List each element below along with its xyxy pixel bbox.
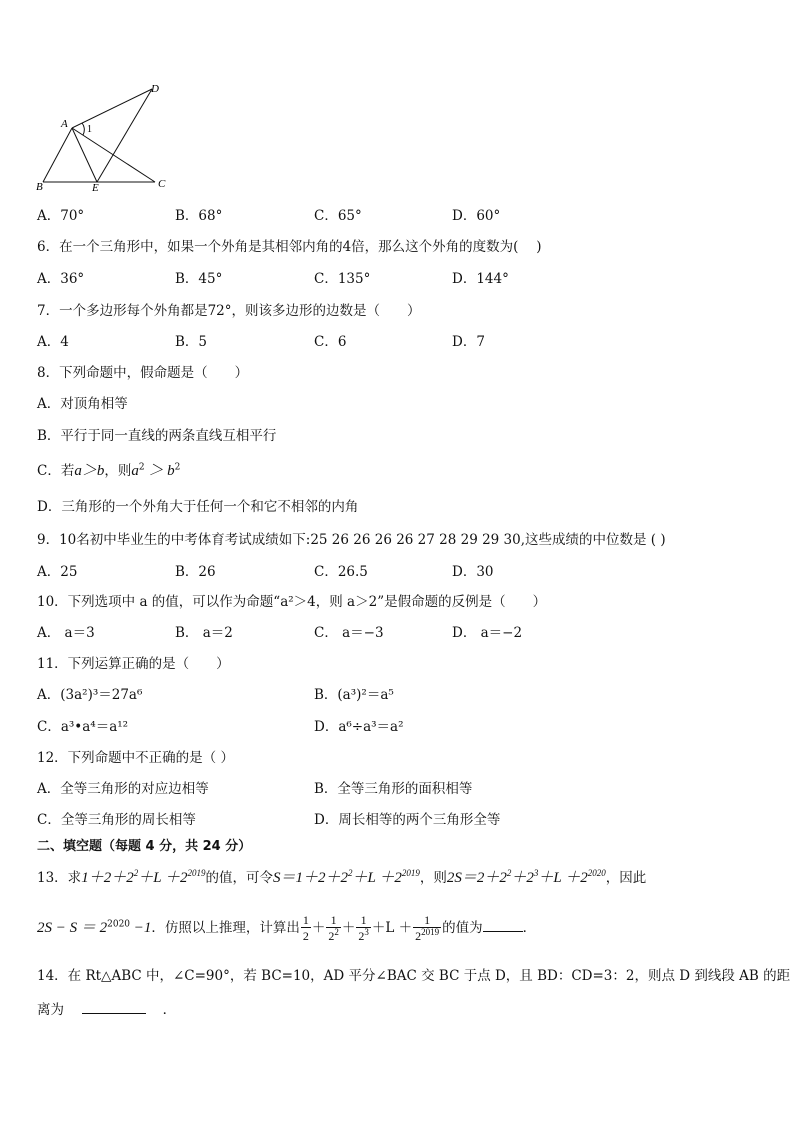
q11-option-b: B．(a³)²＝a⁵ [314, 687, 394, 703]
q8-c-exp-a: 2 [138, 462, 145, 473]
q13-sum2-b: ＋L ＋2 [352, 870, 402, 886]
q13-frac-4-den-exp: 2019 [421, 927, 440, 937]
q13-sum2 [273, 870, 420, 886]
q13-frac-3-den-base: 2 [358, 929, 365, 943]
q6-stem: 6．在一个三角形中，如果一个外角是其相邻内角的4倍，那么这个外角的度数为( ) [37, 239, 542, 255]
label-e: E [92, 182, 99, 194]
q10-option-c: C． a＝−3 [314, 625, 384, 641]
q13-plus-l: ＋L ＋ [371, 920, 413, 936]
label-a: A [61, 118, 68, 130]
q13-sum3-c: ＋L ＋2 [538, 870, 588, 886]
label-d: D [151, 83, 159, 95]
q8-c-exp-b: 2 [174, 462, 181, 473]
q13-line-2 [37, 910, 536, 946]
q13-frac-3-den-exp: 3 [364, 927, 369, 937]
q12-option-b: B．全等三角形的面积相等 [314, 781, 473, 797]
q6-option-b: B．45° [175, 271, 223, 287]
q13-frac-1-num: 1 [302, 913, 309, 927]
q13-answer-blank[interactable] [483, 917, 523, 932]
q9-option-b: B．26 [175, 564, 216, 580]
q14-answer-blank[interactable] [82, 999, 146, 1014]
q8-c-mid: ，则 [104, 463, 132, 479]
q12-stem: 12．下列命题中不正确的是（ ） [37, 750, 234, 766]
q13-sum1-b: ＋L ＋2 [138, 870, 188, 886]
q13-sum3 [447, 870, 606, 886]
label-c: C [158, 178, 166, 190]
q11-option-a: A．(3a²)³＝27a⁶ [37, 687, 143, 703]
q7-option-b: B．5 [175, 334, 208, 350]
q13-frac-3 [356, 913, 371, 944]
q13-l2c: ．仿照以上推理，计算出 [151, 920, 300, 936]
q13-sum1-exp2019: 2019 [187, 868, 206, 878]
q13-frac-4-den [413, 928, 441, 944]
q7-stem: 7．一个多边形每个外角都是72°，则该多边形的边数是（ ） [37, 303, 421, 319]
q12-option-c: C．全等三角形的周长相等 [37, 812, 196, 828]
q5-option-c: C．65° [314, 208, 362, 224]
label-b: B [36, 181, 43, 193]
q9-option-c: C．26.5 [314, 564, 368, 580]
q14-line-2 [37, 999, 176, 1019]
q14-line-1: 14．在 Rt△ABC 中，∠C=90°，若 BC=10，AD 平分∠BAC 交 BC 于点 D，且 BD：CD=3：2，则点 D 到线段 AB 的距 [37, 968, 791, 984]
q13-sum1-exp2: 2 [133, 868, 139, 878]
q13-frac-1-den: 2 [302, 929, 309, 943]
q13-sum1-a: 1＋2＋2 [81, 870, 134, 886]
q7-option-a: A．4 [37, 334, 69, 350]
q8-c-gt: ＞ [144, 463, 168, 479]
q13-sum2-exp2: 2 [348, 868, 353, 878]
q10-stem: 10．下列选项中 a 的值，可以作为命题“a²＞4，则 a＞2”是假命题的反例是（ ） [37, 594, 547, 610]
q13-sum3-exp2: 2 [506, 868, 512, 878]
q13-l2a: 2S − S ＝ 2 [37, 920, 108, 936]
q6-option-d: D．144° [452, 271, 509, 287]
q13-sum2-a: S＝1＋2＋2 [273, 870, 349, 886]
q12-option-d: D．周长相等的两个三角形全等 [314, 812, 501, 828]
q10-option-a: A． a＝3 [37, 625, 95, 641]
triangle-figure [30, 80, 180, 195]
q13-p2: 的值，可令 [205, 870, 274, 886]
q7-option-c: C．6 [314, 334, 347, 350]
q5-option-d: D．60° [452, 208, 501, 224]
q11-option-d: D．a⁶÷a³＝a² [314, 719, 404, 735]
q13-l2b: −1 [130, 920, 152, 936]
q8-option-c [37, 462, 180, 480]
q6-option-c: C．135° [314, 271, 371, 287]
q13-plus-1: ＋ [311, 920, 326, 936]
q8-stem: 8．下列命题中，假命题是（ ） [37, 365, 249, 381]
q14-line-2-text: 离为 [37, 1002, 64, 1018]
q13-frac-4 [413, 913, 441, 944]
q9-stem: 9．10名初中毕业生的中考体育考试成绩如下:25 26 26 26 26 27 28 29 29 30,这些成绩的中位数是 ( ) [37, 532, 666, 548]
q10-option-d: D． a＝−2 [452, 625, 523, 641]
section-2-title: 二、填空题（每题 4 分，共 24 分） [37, 839, 252, 854]
q14-line-2-end: ． [162, 1002, 177, 1018]
q13-frac-2-den [326, 928, 341, 944]
q13-frac-2-den-base: 2 [328, 929, 335, 943]
q9-option-d: D．30 [452, 564, 494, 580]
q13-line-1 [37, 869, 646, 887]
q13-l2-exp2020: 2020 [107, 919, 131, 930]
q13-p1: 13．求 [37, 870, 82, 886]
q13-frac-2 [326, 913, 341, 944]
q11-option-c: C．a³•a⁴＝a¹² [37, 719, 129, 735]
q13-frac-3-num: 1 [356, 913, 371, 928]
q10-option-b: B． a＝2 [175, 625, 233, 641]
q13-p4: ，因此 [605, 870, 647, 886]
q8-option-a: A．对顶角相等 [37, 396, 128, 412]
q8-c-prefix: C．若 [37, 463, 75, 479]
q13-sum3-exp3: 3 [533, 868, 539, 878]
q13-sum1 [81, 870, 205, 886]
q13-sum3-exp2020: 2020 [587, 868, 606, 878]
q8-c-a: a [131, 463, 139, 479]
q13-frac-2-num: 1 [326, 913, 341, 928]
q13-frac-4-den-base: 2 [415, 929, 422, 943]
q13-frac-4-num: 1 [413, 913, 441, 928]
q13-frac-3-den [356, 928, 371, 944]
q9-option-a: A．25 [37, 564, 78, 580]
q6-option-a: A．36° [37, 271, 85, 287]
label-angle-1: 1 [87, 124, 92, 135]
q13-frac-1 [301, 913, 311, 944]
q13-sum3-b: ＋2 [511, 870, 534, 886]
q13-l2e: ． [522, 920, 537, 936]
q5-option-a: A．70° [37, 208, 85, 224]
q12-option-a: A．全等三角形的对应边相等 [37, 781, 209, 797]
q8-c-b: b [167, 463, 175, 479]
q13-p3: ，则 [419, 870, 447, 886]
q8-c-condition: a＞b [74, 463, 105, 479]
q13-sum3-a: 2S＝2＋2 [446, 870, 507, 886]
q11-stem: 11．下列运算正确的是（ ） [37, 656, 230, 672]
q13-plus-2: ＋ [341, 920, 356, 936]
q8-option-b: B．平行于同一直线的两条直线互相平行 [37, 428, 277, 444]
q8-option-d: D．三角形的一个外角大于任何一个和它不相邻的内角 [37, 499, 359, 515]
q13-l2d: 的值为 [442, 920, 483, 936]
q7-option-d: D．7 [452, 334, 485, 350]
q5-option-b: B．68° [175, 208, 223, 224]
q13-sum2-exp2019: 2019 [401, 868, 420, 878]
q13-frac-2-den-exp: 2 [334, 927, 339, 937]
